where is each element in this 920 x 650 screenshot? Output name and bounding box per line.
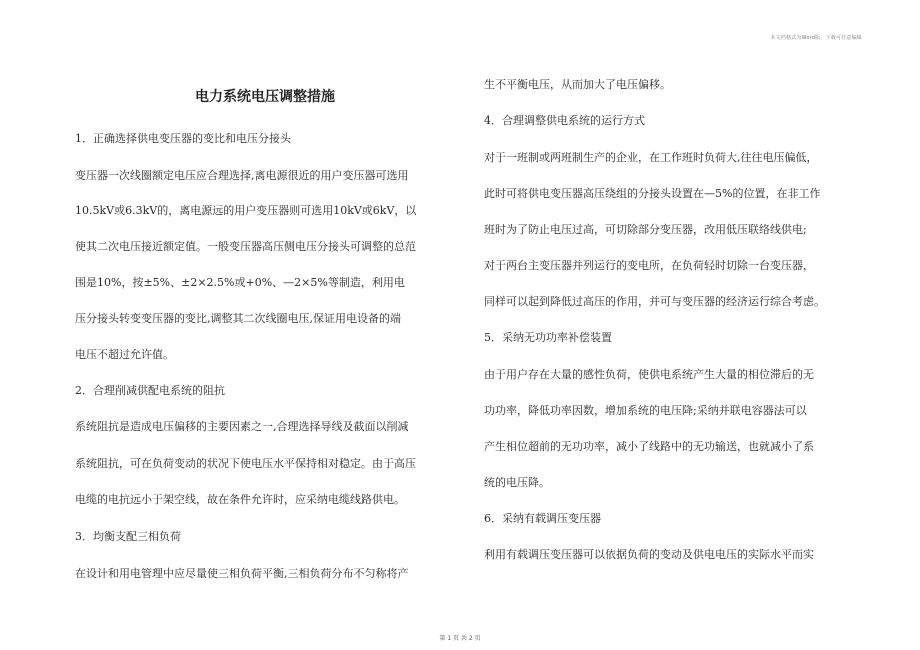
paragraph-line: 电压不超过允许值。	[75, 348, 174, 361]
paragraph-line: 此时可将供电变压器高压绕组的分接头设置在—5%的位置，在非工作	[484, 187, 821, 200]
section-heading-2: 2．合理削减供配电系统的阻抗	[75, 384, 225, 397]
page-footer: 第 1 页 共 2 页	[439, 635, 481, 642]
section-heading-1: 1．正确选择供电变压器的变比和电压分接头	[75, 132, 291, 145]
paragraph-line: 由于用户存在大量的感性负荷，使供电系统产生大量的相位滞后的无	[484, 368, 814, 381]
paragraph-line: 电缆的电抗远小于架空线，故在条件允许时，应采纳电缆线路供电。	[75, 493, 405, 506]
paragraph-line: 利用有载调压变压器可以依据负荷的变动及供电电压的实际水平而实	[484, 548, 814, 561]
paragraph-line: 围是10%，按±5%、±2×2.5%或+0%、—2×5%等制造，利用电	[75, 276, 405, 289]
section-heading-6: 6．采纳有载调压变压器	[484, 512, 601, 525]
paragraph-line: 班时为了防止电压过高，可切除部分变压器，改用低压联络线供电;	[484, 223, 807, 236]
paragraph-line: 压分接头转变变压器的变比,调整其二次线圈电压,保证用电设备的端	[75, 312, 401, 325]
paragraph-line: 变压器一次线圈额定电压应合理选择,离电源很近的用户变压器可选用	[75, 169, 409, 182]
paragraph-line: 在设计和用电管理中应尽量使三相负荷平衡,三相负荷分布不匀称将产	[75, 567, 409, 580]
section-heading-5: 5．采纳无功功率补偿装置	[484, 331, 612, 344]
paragraph-line: 功功率，降低功率因数，增加系统的电压降;采纳并联电容器法可以	[484, 404, 807, 417]
paragraph-line: 对于两台主变压器并列运行的变电所，在负荷轻时切除一台变压器，	[484, 259, 814, 272]
paragraph-line: 生不平衡电压，从而加大了电压偏移。	[484, 78, 671, 91]
paragraph-line: 使其二次电压接近额定值。一般变压器高压侧电压分接头可调整的总范	[75, 240, 416, 253]
paragraph-line: 对于一班制或两班制生产的企业，在工作班时负荷大,往往电压偏低，	[484, 151, 818, 164]
document-title: 电力系统电压调整措施	[195, 89, 335, 105]
paragraph-line: 10.5kV或6.3kV的，离电源远的用户变压器则可选用10kV或6kV，以	[75, 204, 417, 217]
header-note: 本文档格式为Word版，下载可任意编辑	[770, 35, 862, 41]
paragraph-line: 系统阻抗，可在负荷变动的状况下使电压水平保持相对稳定。由于高压	[75, 457, 416, 470]
paragraph-line: 统的电压降。	[484, 476, 550, 489]
paragraph-line: 系统阻抗是造成电压偏移的主要因素之一,合理选择导线及截面以削减	[75, 420, 409, 433]
paragraph-line: 产生相位超前的无功功率，减小了线路中的无功输送，也就减小了系	[484, 440, 814, 453]
section-heading-4: 4．合理调整供电系统的运行方式	[484, 114, 645, 127]
paragraph-line: 同样可以起到降低过高压的作用，并可与变压器的经济运行综合考虑。	[484, 295, 825, 308]
section-heading-3: 3．均衡支配三相负荷	[75, 530, 181, 543]
